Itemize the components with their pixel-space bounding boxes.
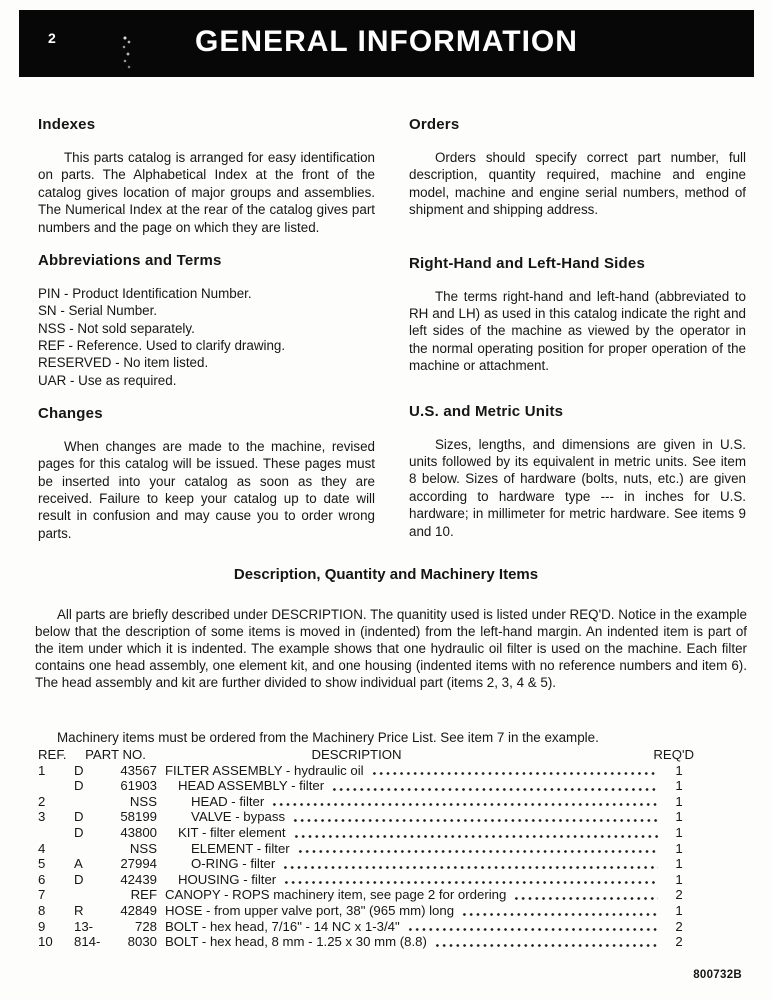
dot-leader — [371, 770, 658, 775]
part-number-cell: 42849 — [120, 902, 157, 918]
abbreviation-item: UAR - Use as required. — [38, 372, 177, 388]
section-body-indexes: This parts catalog is arranged for easy identification on parts. The Alphabetical Index at the front of the catalog gives location of major groups and assemblies. The Numerical Index at the rear of the catalog gives part numbers and the page on which they are listed. — [38, 150, 375, 235]
abbreviation-item: REF - Reference. Used to clarify drawing. — [38, 337, 286, 353]
table-row — [38, 919, 694, 935]
part-number-cell: 61903 — [120, 778, 157, 794]
abbreviation-item: RESERVED - No item listed. — [38, 355, 209, 371]
table-row — [38, 872, 694, 888]
description-cell — [157, 903, 694, 919]
form-number: 800732B — [693, 969, 742, 981]
header-bar — [19, 10, 754, 77]
qty-cell: 2 — [675, 934, 683, 950]
right-column — [409, 116, 746, 542]
ref-cell: 8 — [38, 902, 46, 918]
dot-leader — [407, 926, 658, 931]
part-prefix-cell: D — [74, 871, 84, 887]
part-prefix-cell: D — [74, 778, 84, 794]
part-number-cell: NSS — [129, 840, 157, 856]
description-text: O-RING - filter — [191, 856, 276, 872]
dot-leader — [297, 848, 658, 853]
qty-cell: 1 — [675, 824, 683, 840]
table-row — [38, 778, 694, 794]
section-heading-us-metric: U.S. and Metric Units — [409, 402, 564, 420]
qty-cell: 1 — [675, 840, 683, 856]
part-number-cell: 42439 — [120, 871, 157, 887]
ref-cell: 1 — [38, 762, 46, 778]
qty-cell: 1 — [675, 778, 683, 794]
part-number-cell: 43800 — [120, 824, 157, 840]
dot-leader — [434, 942, 658, 947]
abbreviation-list — [38, 285, 375, 389]
part-prefix-cell: 814- — [74, 934, 101, 950]
abbreviation-item: NSS - Not sold separately. — [38, 320, 195, 336]
qty-cell: 1 — [675, 856, 683, 872]
machinery-items-paragraph: Machinery items must be ordered from the Machinery Price List. See item 7 in the example. — [57, 730, 599, 746]
description-text: BOLT - hex head, 8 mm - 1.25 x 30 mm (8.8) — [165, 934, 427, 950]
description-cell — [157, 841, 694, 857]
qty-cell: 2 — [675, 918, 683, 934]
qty-cell: 1 — [675, 762, 683, 778]
dot-leader — [271, 801, 658, 806]
description-text: KIT - filter element — [178, 824, 286, 840]
ref-cell: 10 — [38, 934, 53, 950]
part-prefix-cell: A — [74, 856, 83, 872]
qty-cell: 1 — [675, 902, 683, 918]
part-prefix-cell: D — [74, 824, 84, 840]
qty-cell: 1 — [675, 809, 683, 825]
page-number: 2 — [48, 30, 56, 46]
parts-table — [38, 747, 694, 950]
dot-leader — [292, 817, 658, 822]
dot-leader — [283, 879, 658, 884]
dot-leader — [461, 911, 658, 916]
ref-cell: 9 — [38, 918, 46, 934]
qty-cell: 1 — [675, 793, 683, 809]
dot-leader — [282, 864, 658, 869]
description-cell — [157, 794, 694, 810]
part-number-cell: 728 — [134, 918, 157, 934]
section-heading-indexes: Indexes — [38, 116, 96, 133]
ref-cell: 2 — [38, 793, 46, 809]
part-prefix-cell: D — [74, 762, 84, 778]
left-column — [38, 116, 375, 542]
ref-cell: 6 — [38, 871, 46, 887]
section-heading-orders: Orders — [409, 116, 460, 133]
header-reqd: REQ'D — [653, 747, 694, 762]
description-cell — [157, 919, 694, 935]
description-cell — [157, 872, 694, 888]
page-title: GENERAL INFORMATION — [195, 25, 578, 58]
part-prefix-cell: 13- — [74, 918, 94, 934]
section-body-changes: When changes are made to the machine, revised pages for this catalog will be issued. These pages must be inserted into your catalog as soon as they are received. Failure to keep your catalog up to date will result in confusion and may cause you to order wrong parts. — [38, 438, 375, 541]
abbreviation-item: PIN - Product Identification Number. — [38, 286, 252, 302]
table-row — [38, 903, 694, 919]
scan-artifact — [119, 34, 135, 74]
description-cell — [157, 887, 694, 903]
table-row — [38, 887, 694, 903]
part-number-cell: 27994 — [120, 856, 157, 872]
description-text: HEAD ASSEMBLY - filter — [178, 778, 325, 794]
section-heading-description-quantity: Description, Quantity and Machinery Items — [233, 566, 539, 583]
dot-leader — [293, 833, 659, 838]
part-prefix-cell: D — [74, 809, 84, 825]
description-text: HOUSING - filter — [178, 871, 277, 887]
header-part-no: PART NO. — [85, 747, 146, 762]
description-text: HEAD - filter — [191, 793, 265, 809]
description-cell — [157, 763, 694, 779]
description-cell — [157, 825, 694, 841]
part-number-cell: 8030 — [127, 934, 157, 950]
dot-leader — [331, 786, 658, 791]
description-text: CANOPY - ROPS machinery item, see page 2 for ordering — [165, 887, 507, 903]
part-number-cell: NSS — [129, 793, 157, 809]
part-prefix-cell: R — [74, 902, 84, 918]
description-text: FILTER ASSEMBLY - hydraulic oil — [165, 762, 364, 778]
description-text: ELEMENT - filter — [191, 840, 290, 856]
section-body-us-metric: Sizes, lengths, and dimensions are given in U.S. units followed by its equivalent in metric units. See item 8 below. Sizes of hardware (bolts, nuts, etc.) are given according to hardware type --- in inches for U.S. hardware; in millimeter for metric hardware. See items 9 and 10. — [409, 436, 746, 539]
part-number-cell: 43567 — [120, 762, 157, 778]
description-cell — [157, 809, 694, 825]
ref-cell: 7 — [38, 887, 46, 903]
table-row — [38, 856, 694, 872]
table-row — [38, 763, 694, 779]
header-ref: REF. — [38, 747, 67, 762]
section-heading-changes: Changes — [38, 404, 103, 422]
description-text: BOLT - hex head, 7/16" - 14 NC x 1-3/4" — [165, 918, 400, 934]
section-body-right-left-hand: The terms right-hand and left-hand (abbreviated to RH and LH) as used in this catalog indicate the right and left sides of the machine as viewed by the operator in the normal operating position for proper operation of the machine or attachment. — [409, 288, 746, 374]
section-body-orders: Orders should specify correct part number, full description, quantity required, machine and engine model, machine and engine serial numbers, method of shipment and shipping address. — [409, 150, 746, 218]
abbreviation-item: SN - Serial Number. — [38, 303, 158, 319]
description-cell — [157, 778, 694, 794]
description-text: VALVE - bypass — [191, 809, 286, 825]
description-intro-paragraph: All parts are briefly described under DESCRIPTION. The quanitity used is listed under REQ'D. Notice in the example below that the description of some items is moved in (indented) from the left-hand margin. An indented item is part of the item under which it is indented. The example shows that one hydraulic oil filter is used on the machine. Each filter contains one head assembly, one element kit, and one housing (indented items with no reference numbers and item 6). The head assembly and kit are further divided to show individual part (items 2, 3, 4 & 5). — [35, 607, 748, 691]
table-row — [38, 809, 694, 825]
dot-leader — [513, 895, 658, 900]
part-number-cell: REF — [130, 887, 157, 903]
table-header-row — [38, 747, 694, 763]
description-text: HOSE - from upper valve port, 38" (965 mm) long — [165, 902, 455, 918]
description-cell — [157, 934, 694, 950]
table-row — [38, 794, 694, 810]
header-description: DESCRIPTION — [311, 747, 402, 762]
table-row — [38, 841, 694, 857]
table-row — [38, 825, 694, 841]
qty-cell: 1 — [675, 871, 683, 887]
section-heading-right-left-hand: Right-Hand and Left-Hand Sides — [409, 254, 645, 272]
section-heading-abbreviations: Abbreviations and Terms — [38, 252, 222, 270]
ref-cell: 4 — [38, 840, 46, 856]
two-column-area — [38, 116, 746, 542]
ref-cell: 3 — [38, 809, 46, 825]
part-number-cell: 58199 — [120, 809, 157, 825]
description-cell — [157, 856, 694, 872]
table-row — [38, 934, 694, 950]
qty-cell: 2 — [675, 887, 683, 903]
ref-cell: 5 — [38, 856, 46, 872]
